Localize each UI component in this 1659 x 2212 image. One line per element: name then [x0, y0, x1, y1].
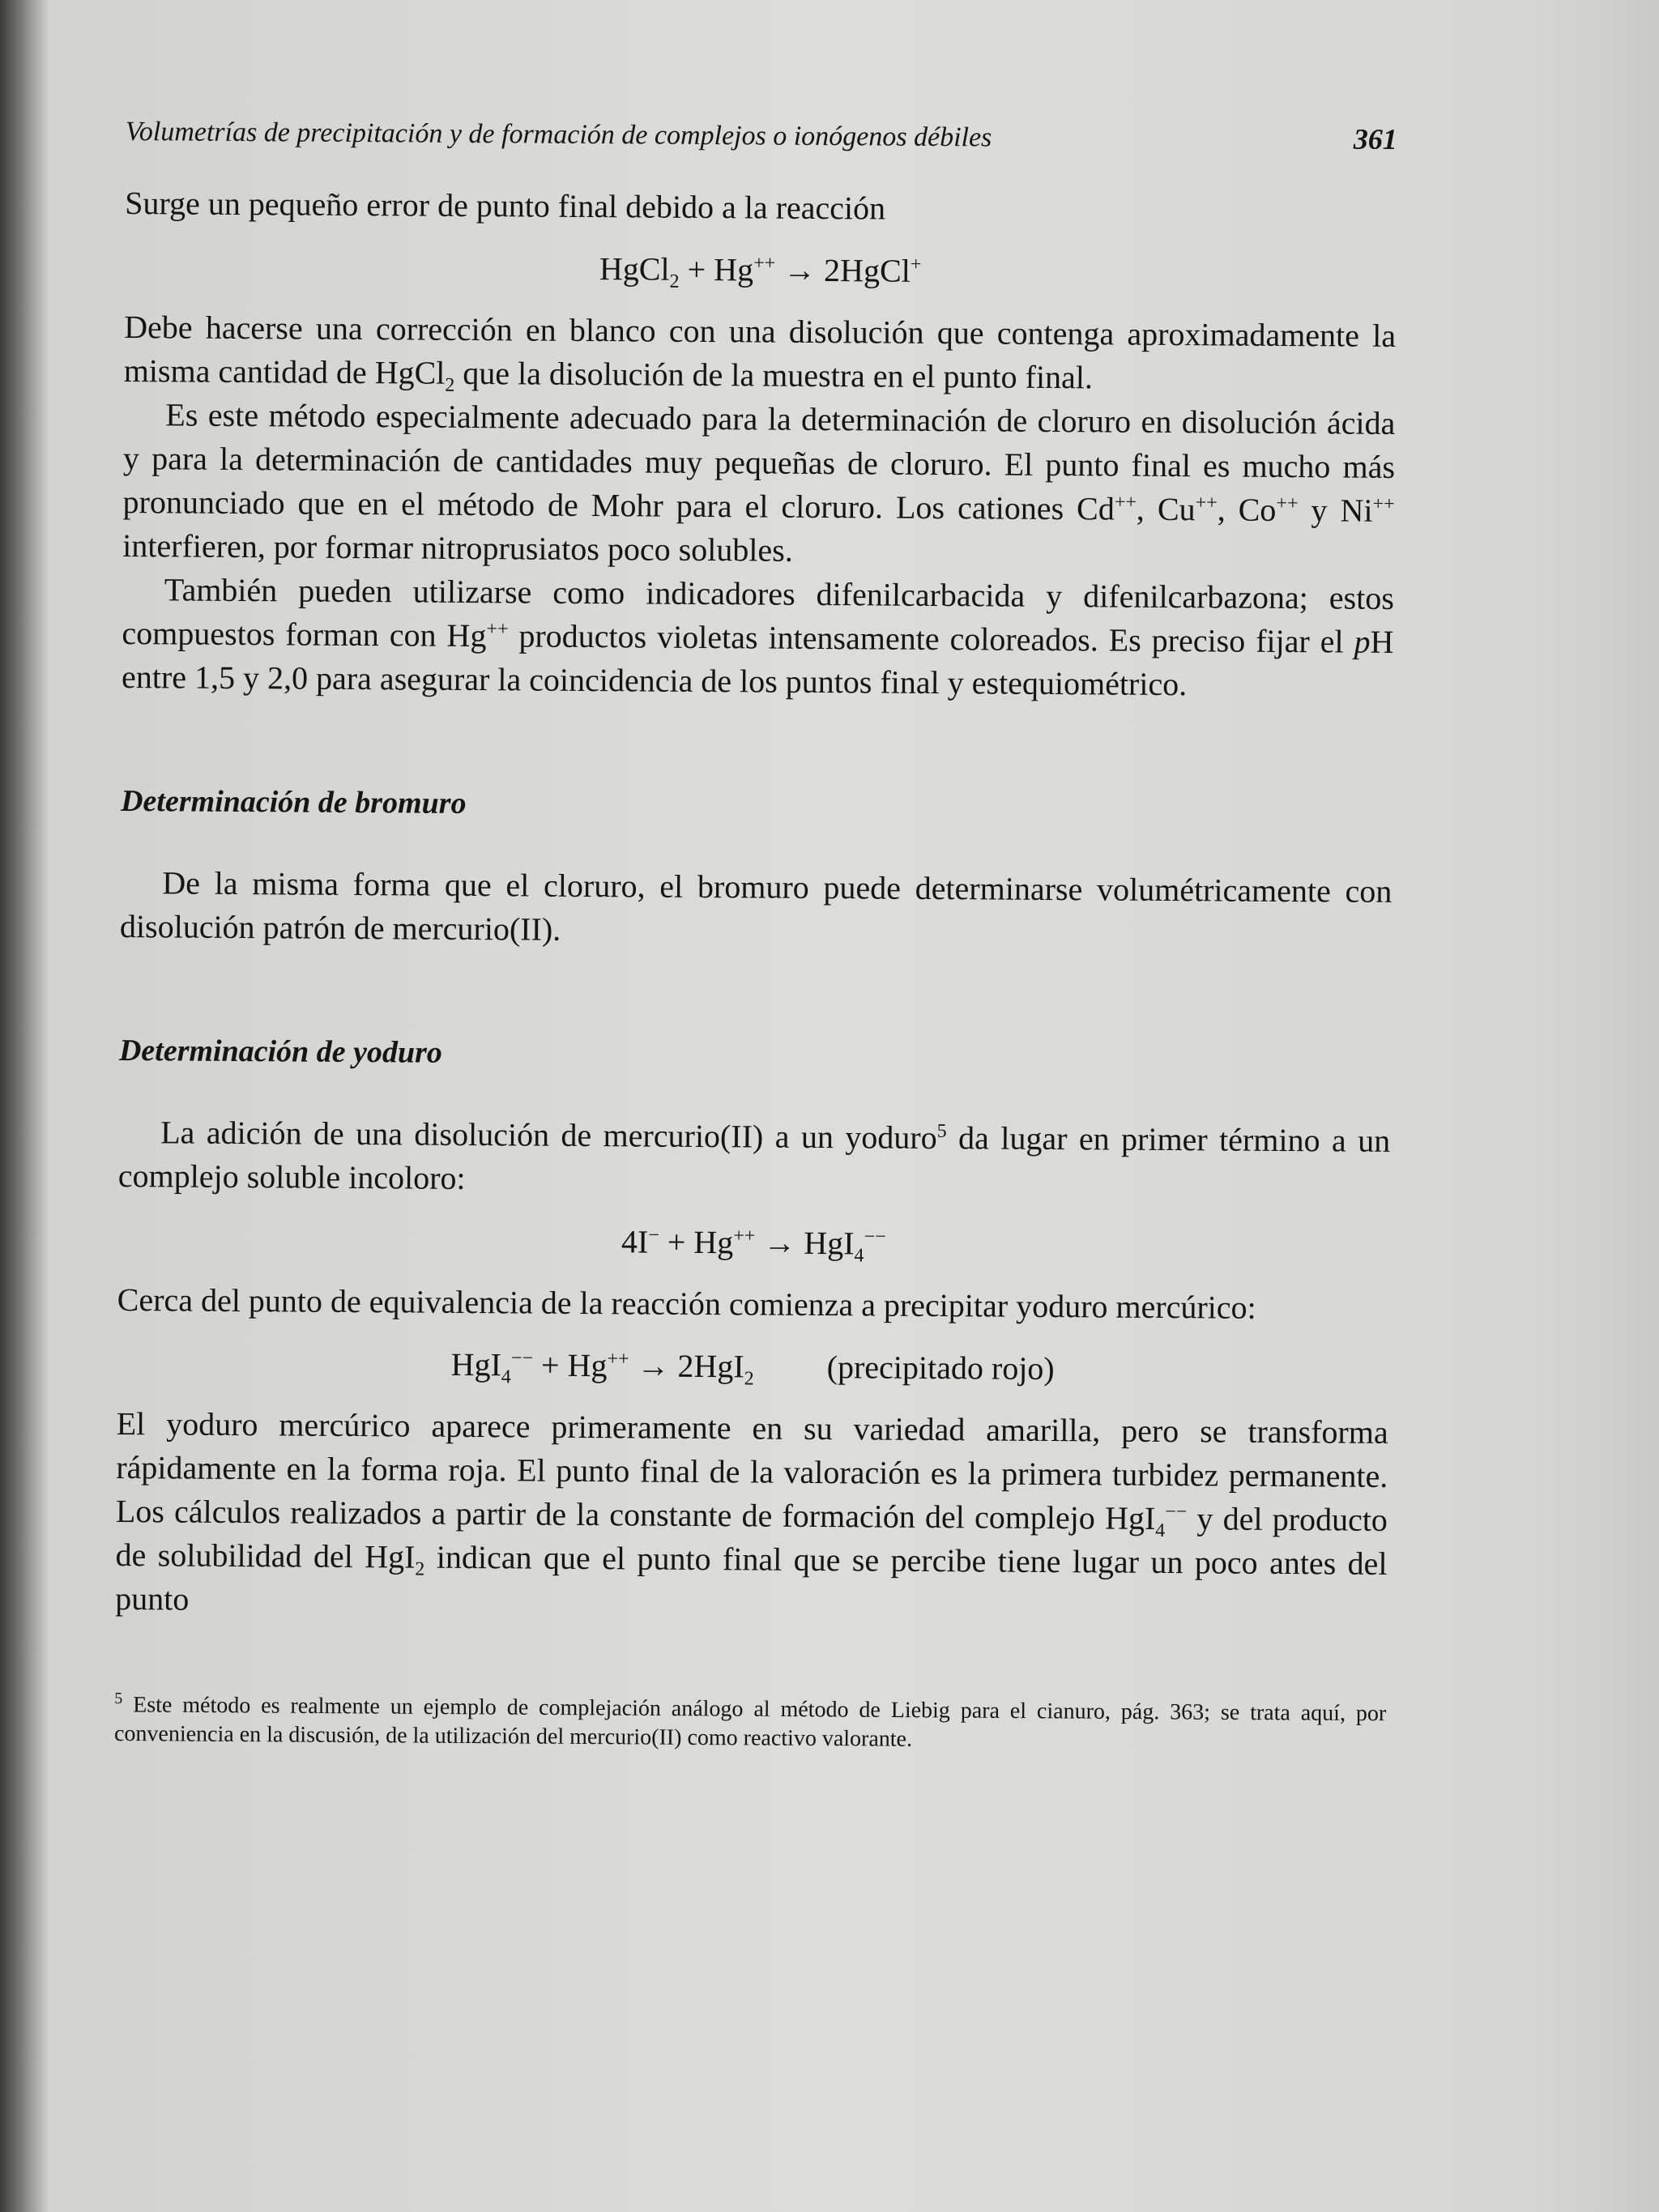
equation-1: HgCl$_2$ + Hg++ → 2HgCl+	[599, 250, 922, 292]
paragraph-7: Cerca del punto de equivalencia de la reacción comienza a precipitar yoduro mercúrico:	[117, 1281, 1256, 1326]
footnote-reference: 5	[936, 1120, 947, 1142]
page-text-block	[114, 113, 1397, 1758]
paragraph-6: La adición de una disolución de mercurio(II) a un yoduro$^5$ da lugar en primer término a un complejo soluble incoloro:	[117, 1114, 1391, 1196]
heading-yoduro: Determinación de yoduro	[118, 1033, 443, 1070]
footnote-text: Este método es realmente un ejemplo de complejación análogo al método de Liebig para el cianuro, pág. 363; se trata aquí, por conveniencia en la discusión, de la utilización del mercurio(II) como reactivo valorante.	[113, 1692, 1387, 1753]
equation-2: 4I− + Hg++ → HgI$_4$−−	[621, 1223, 886, 1267]
running-head	[126, 113, 1397, 156]
page-number: 361	[1353, 122, 1397, 156]
running-head-title: Volumetrías de precipitación y de formación de complejos o ionógenos débiles	[125, 116, 992, 153]
paragraph-4: También pueden utilizarse como indicadores difenilcarbacida y difenilcarbazona; estos compuestos forman con Hg++ productos violetas intensamente coloreados. Es preciso fijar el pH entre 1,5 y 2,0 para asegurar la coincidencia de los puntos final y estequiométrico.	[121, 571, 1395, 703]
paragraph-3: Es este método especialmente adecuado para la determinación de cloruro en disolución ácida y para la determinación de cantidades muy pequeñas de cloruro. El punto final es mucho más pronunciado que en el método de Mohr para el cloruro. Los cationes Cd++, Cu++, Co++ y Ni++ interfieren, por formar nitroprusiatos poco solubles.	[122, 396, 1396, 569]
paragraph-5: De la misma forma que el cloruro, el bromuro puede determinarse volumétricamente con disolución patrón de mercurio(II).	[119, 864, 1392, 948]
footnote	[114, 1684, 1387, 1758]
paragraph-2: Debe hacerse una corrección en blanco con una disolución que contenga aproximadamente la misma cantidad de HgCl$_2$ que la disolución de la muestra en el punto final.	[123, 308, 1397, 396]
heading-bromuro: Determinación de bromuro	[120, 783, 467, 820]
equation-3-note: (precipitado rojo)	[826, 1349, 1055, 1387]
paragraph-1: Surge un pequeño error de punto final debido a la reacción	[125, 184, 886, 227]
footnote-mark: 5	[114, 1689, 123, 1708]
equation-3: HgI$_4$−− + Hg++ → 2HgI$_2$ (precipitado rojo)	[450, 1345, 1055, 1390]
paragraph-8: El yoduro mercúrico aparece primeramente en su variedad amarilla, pero se transforma rápidamente en la forma roja. El punto final de la valoración es la primera turbidez permanente. Los cálculos realizados a partir de la constante de formación del complejo HgI$_4$−− y del producto de solubilidad del HgI$_2$ indican que el punto final que se percibe tiene lugar un poco antes del punto	[115, 1404, 1388, 1617]
